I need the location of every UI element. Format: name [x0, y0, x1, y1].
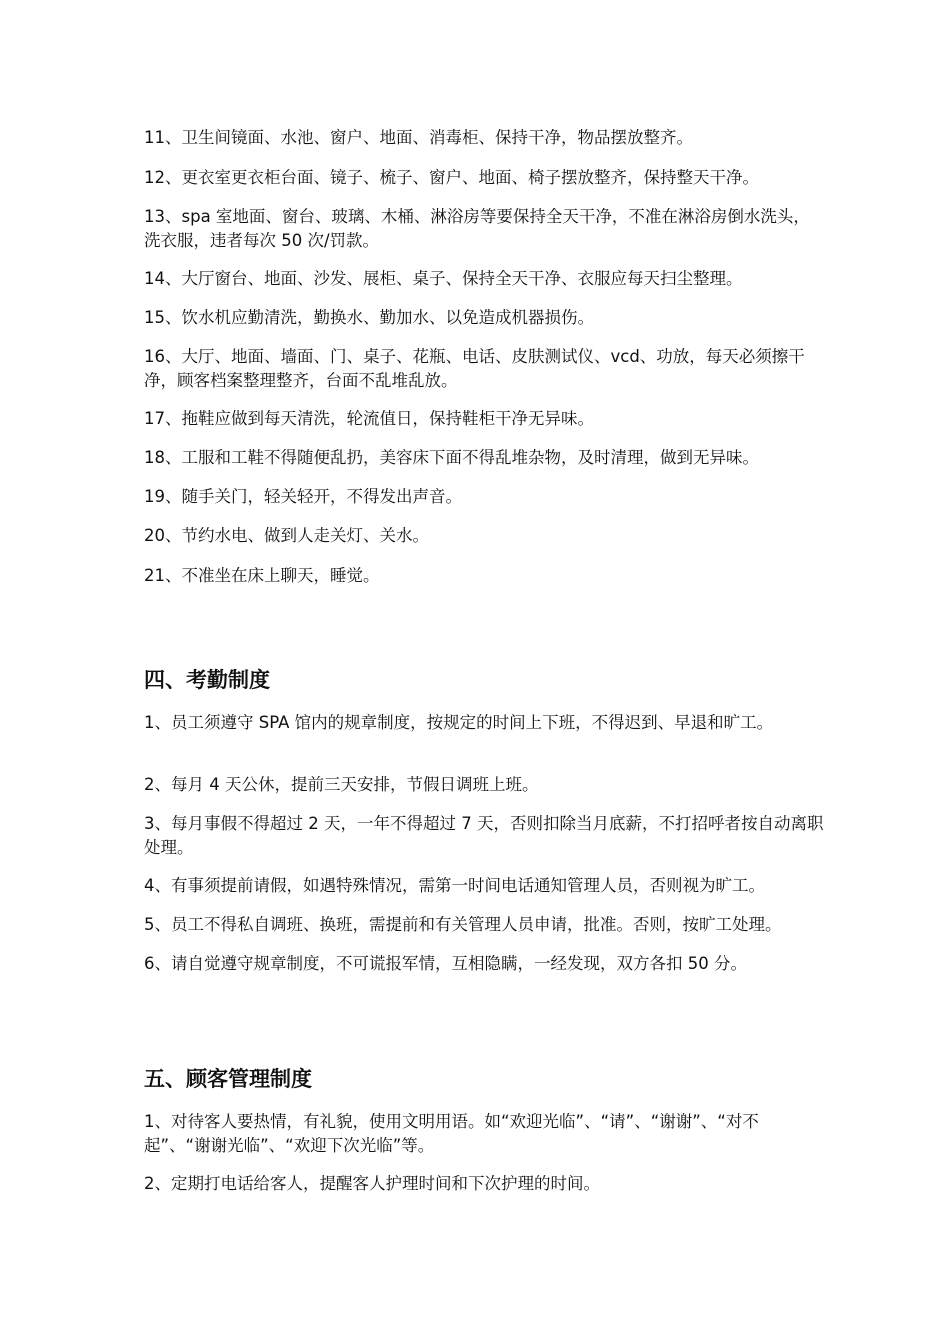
attendance-item-2: 2、每月 4 天公休，提前三天安排，节假日调班上班。 [144, 775, 539, 794]
rule-item-15: 15、饮水机应勤清洗，勤换水、勤加水、以免造成机器损伤。 [144, 308, 594, 327]
rule-item-13: 13、spa 室地面、窗台、玻璃、木桶、淋浴房等要保持全天干净，不准在淋浴房倒水洗头，洗衣服，违者每次 50 次/罚款。 [144, 207, 810, 250]
attendance-item-5: 5、员工不得私自调班、换班，需提前和有关管理人员申请，批准。否则，按旷工处理。 [144, 915, 782, 934]
rule-item-17: 17、拖鞋应做到每天清洗，轮流值日，保持鞋柜干净无异味。 [144, 409, 594, 428]
rule-item-19: 19、随手关门，轻关轻开，不得发出声音。 [144, 487, 462, 506]
rule-item-16: 16、大厅、地面、墙面、门、桌子、花瓶、电话、皮肤测试仪、vcd、功放，每天必须擦干净，顾客档案整理整齐，台面不乱堆乱放。 [144, 347, 805, 390]
rule-item-14: 14、大厅窗台、地面、沙发、展柜、桌子、保持全天干净、衣服应每天扫尘整理。 [144, 269, 743, 288]
attendance-item-6: 6、请自觉遵守规章制度，不可谎报军情，互相隐瞒，一经发现，双方各扣 50 分。 [144, 954, 747, 973]
rule-item-11: 11、卫生间镜面、水池、窗户、地面、消毒柜、保持干净，物品摆放整齐。 [144, 128, 693, 147]
rule-item-20: 20、节约水电、做到人走关灯、关水。 [144, 526, 429, 545]
attendance-item-1: 1、员工须遵守 SPA 馆内的规章制度，按规定的时间上下班，不得迟到、早退和旷工。 [144, 713, 774, 732]
section-heading-customer-management: 五、顾客管理制度 [144, 1067, 312, 1091]
customer-item-1: 1、对待客人要热情，有礼貌，使用文明用语。如“欢迎光临”、“请”、“谢谢”、“对不起”、“谢谢光临”、“欢迎下次光临”等。 [144, 1112, 759, 1155]
attendance-item-4: 4、有事须提前请假，如遇特殊情况，需第一时间电话通知管理人员，否则视为旷工。 [144, 876, 765, 895]
section-heading-attendance: 四、考勤制度 [144, 668, 270, 692]
customer-item-2: 2、定期打电话给客人，提醒客人护理时间和下次护理的时间。 [144, 1174, 600, 1193]
rule-item-21: 21、不准坐在床上聊天，睡觉。 [144, 566, 380, 585]
rule-item-18: 18、工服和工鞋不得随便乱扔，美容床下面不得乱堆杂物，及时清理，做到无异味。 [144, 448, 759, 467]
rule-item-12: 12、更衣室更衣柜台面、镜子、梳子、窗户、地面、椅子摆放整齐，保持整天干净。 [144, 168, 759, 187]
attendance-item-3: 3、每月事假不得超过 2 天，一年不得超过 7 天，否则扣除当月底薪，不打招呼者按自动离职处理。 [144, 814, 824, 857]
